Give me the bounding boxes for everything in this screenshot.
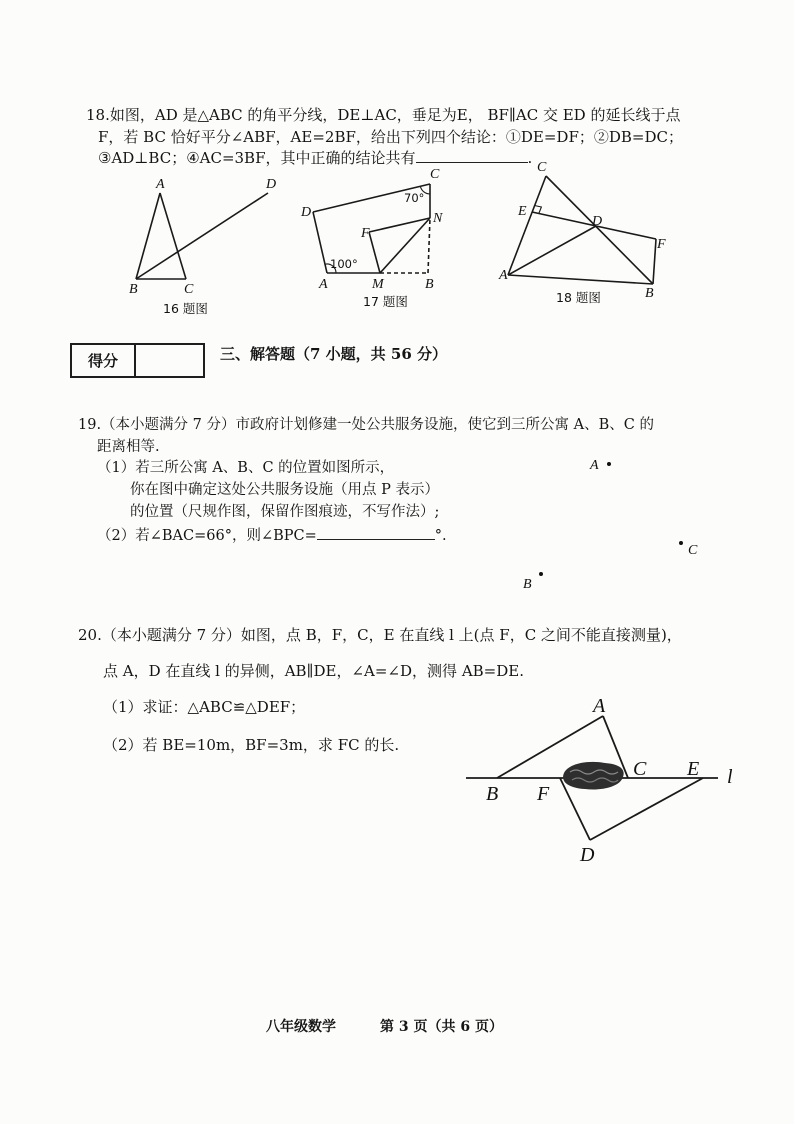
q20-part2: （2）若 BE=10m，BF=3m，求 FC 的长. <box>103 736 400 754</box>
q19-line-1: 19.（本小题满分 7 分）市政府计划修建一处公共服务设施，使它到三所公寓 A、B、C 的 <box>78 417 654 433</box>
section-title: 三、解答题（7 小题，共 56 分） <box>220 345 447 363</box>
fig18-label-a: A <box>499 268 508 283</box>
fig17-label-d: D <box>301 205 312 220</box>
fig18-segment-cb <box>546 176 653 284</box>
fig16-label-d: D <box>266 177 277 192</box>
footer-page-number: 第 3 页（共 6 页） <box>380 1019 503 1035</box>
q20-label-f: F <box>537 783 550 805</box>
q19-point-c-dot <box>679 541 683 545</box>
fig18-segment-ac <box>508 176 546 275</box>
q20-part1: （1）求证：△ABC≌△DEF； <box>103 698 306 716</box>
fig17-segment-fm <box>369 232 380 273</box>
fig17-angle-a-value: 100° <box>330 257 358 271</box>
fig16-caption: 16 题图 <box>163 301 208 316</box>
q20-label-c: C <box>633 758 647 780</box>
q19-point-a-dot <box>607 462 611 466</box>
q19-line-2: 距离相等. <box>97 439 160 455</box>
fig17-label-f: F <box>361 226 370 241</box>
fig17-label-c: C <box>430 167 440 182</box>
fig17-segment-mn <box>380 218 430 273</box>
fig16-label-a: A <box>156 177 165 192</box>
fig17-segment-bn-dashed <box>428 218 430 273</box>
fig16-segment-ac <box>160 193 186 279</box>
q18-line-2: F，若 BC 恰好平分∠ABF，AE=2BF，给出下列四个结论：①DE=DF；②DB=DC； <box>98 128 683 146</box>
q19-part2-suffix: °. <box>434 528 447 544</box>
q20-obstacle-blob <box>563 762 624 790</box>
q19-label-c: C <box>688 543 698 558</box>
q20-line-1: 20.（本小题满分 7 分）如图，点 B，F，C，E 在直线 l 上(点 F，C 之间不能直接测量)， <box>78 626 682 644</box>
q18-line-1: 18.如图，AD 是△ABC 的角平分线，DE⊥AC，垂足为E， BF∥AC 交 ED 的延长线于点 <box>86 106 681 124</box>
fig17-angle-c-value: 70° <box>404 191 425 205</box>
q20-label-d: D <box>580 844 595 866</box>
q19-part2-prefix: （2）若∠BAC=66°，则∠BPC= <box>97 528 317 544</box>
q20-label-e: E <box>687 758 700 780</box>
q18-line-3-text: ③AD⊥BC；④AC=3BF，其中正确的结论共有 <box>98 149 416 167</box>
fig18-segment-ab <box>508 275 653 284</box>
q19-label-a: A <box>590 458 599 473</box>
fig16-label-c: C <box>184 282 194 297</box>
fig18-label-b: B <box>645 286 654 301</box>
fig17-label-n: N <box>433 211 443 226</box>
fig17-label-b: B <box>425 277 434 292</box>
fig17-label-a: A <box>319 277 328 292</box>
q19-part1-line-1: （1）若三所公寓 A、B、C 的位置如图所示， <box>97 460 395 476</box>
q20-label-l: l <box>727 766 733 788</box>
fig18-label-e: E <box>518 204 527 219</box>
fig17-label-m: M <box>372 277 384 292</box>
score-label: 得分 <box>72 345 136 376</box>
q19-part1-line-3: 的位置（尺规作图，保留作图痕迹，不写作法）; <box>130 504 440 520</box>
fig18-label-c: C <box>537 160 547 175</box>
fig17-caption: 17 题图 <box>363 294 408 309</box>
fig18-segment-bf <box>653 239 656 284</box>
fig18-segment-ad <box>508 226 596 275</box>
q18-line-3-end: . <box>527 149 533 167</box>
fig18-label-d: D <box>592 214 603 229</box>
fig18-label-f: F <box>657 237 666 252</box>
q19-label-b: B <box>523 577 532 592</box>
fig18-caption: 18 题图 <box>556 290 601 305</box>
q20-label-b: B <box>486 783 499 805</box>
figure-18 <box>508 176 656 284</box>
fig17-segment-fn <box>369 218 430 232</box>
q20-line-2: 点 A，D 在直线 l 的异侧，AB∥DE，∠A=∠D，测得 AB=DE. <box>103 662 524 680</box>
q19-part1-line-2: 你在图中确定这处公共服务设施（用点 P 表示） <box>130 482 439 498</box>
q20-label-a: A <box>593 695 606 717</box>
fig16-label-b: B <box>129 282 138 297</box>
footer-subject: 八年级数学 <box>266 1019 336 1035</box>
fig17-segment-da <box>313 212 327 273</box>
figure-16 <box>136 193 268 279</box>
q19-point-b-dot <box>539 572 543 576</box>
